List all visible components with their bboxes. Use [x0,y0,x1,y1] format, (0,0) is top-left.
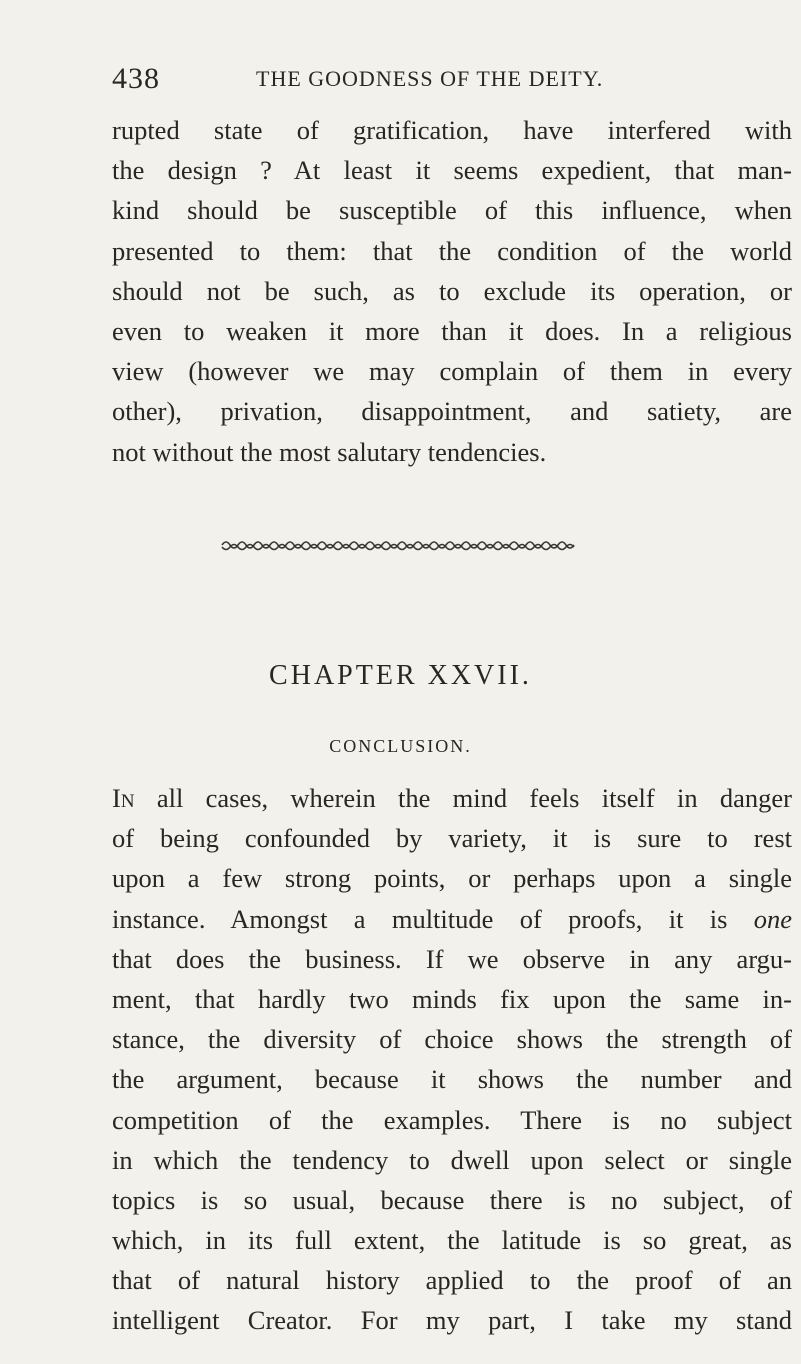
text-line: not without the most salutary tendencies. [112,436,547,467]
text-line: competition of the examples. There is no subject [112,1104,792,1135]
text-line [112,899,792,939]
emphasized-word: one [753,903,792,934]
running-title: THE GOODNESS OF THE DEITY. [256,66,604,91]
chapter-heading: CHAPTER XXVII. [269,660,532,691]
text-line: in which the tendency to dwell upon select or single [112,1144,792,1175]
running-head [112,62,752,102]
drop-word: In [112,783,135,813]
text-line: topics is so usual, because there is no subject, of [112,1184,792,1215]
first-line-rest: all cases, wherein the mind feels itself in danger [134,783,792,813]
ornamental-rule [220,538,580,552]
text-line: stance, the diversity of choice shows the strength of [112,1024,792,1055]
text-line [112,778,792,818]
text-line: presented to them: that the condition of the world [112,235,792,266]
text-line: that does the business. If we observe in any argu- [112,943,792,974]
text-line: other), privation, disappointment, and satiety, are [112,396,792,427]
text-line: intelligent Creator. For my part, I take my stand [112,1305,792,1336]
line-fragment: instance. Amongst a multitude of proofs, it is [112,903,754,934]
text-line: upon a few strong points, or perhaps upon a single [112,863,792,894]
text-line: that of natural history applied to the proof of an [112,1265,792,1296]
text-line: ment, that hardly two minds fix upon the same in- [112,983,792,1014]
text-line: the argument, because it shows the number and [112,1064,792,1095]
conclusion-paragraph [112,778,792,1341]
page-number: 438 [112,62,160,95]
text-line: even to weaken it more than it does. In a religious [112,315,792,346]
text-line: kind should be susceptible of this influence, when [112,195,792,226]
intro-paragraph [112,110,792,472]
text-line: should not be such, as to exclude its operation, or [112,275,792,306]
text-line: which, in its full extent, the latitude is so great, as [112,1225,792,1256]
text-line: of being confounded by variety, it is sure to rest [112,823,792,854]
text-line: the design ? At least it seems expedient, that man- [112,155,792,186]
text-line: view (however we may complain of them in every [112,356,792,387]
chapter-subtitle: CONCLUSION. [329,736,472,756]
text-line: rupted state of gratification, have interfered with [112,115,792,145]
